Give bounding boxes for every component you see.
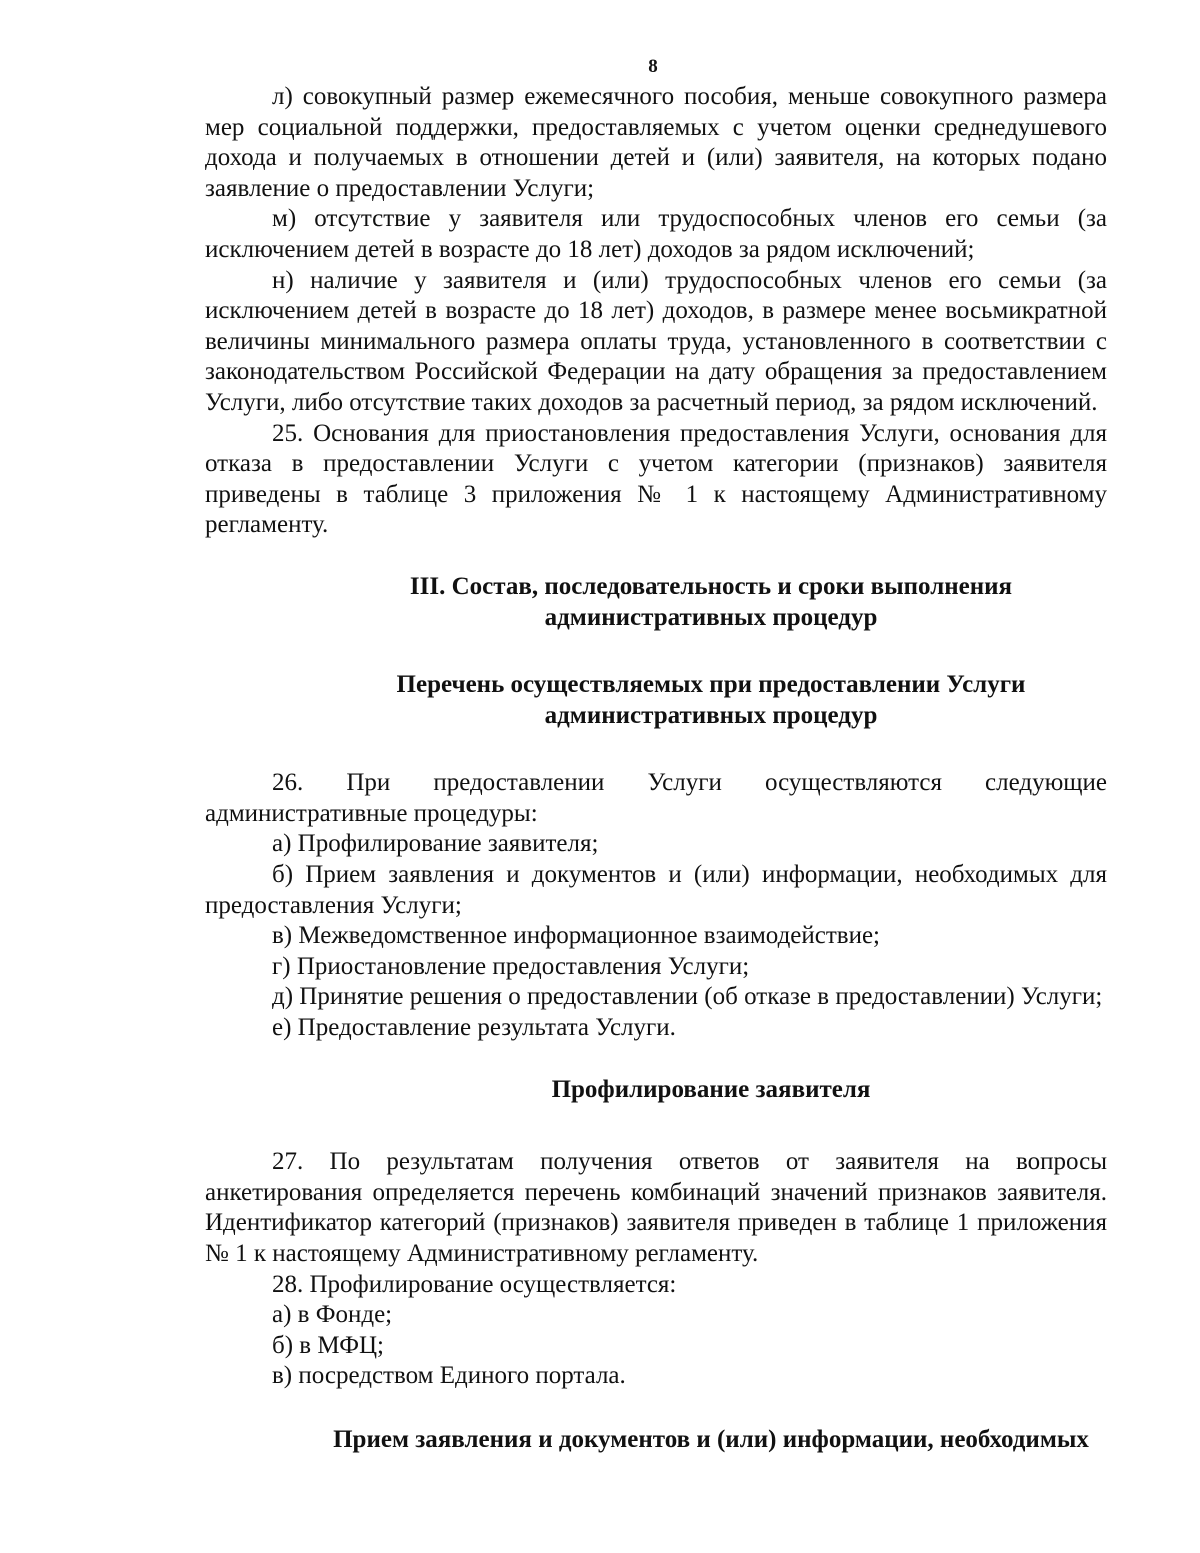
paragraph-27: 27. По результатам получения ответов от заявителя на вопросы анкетирования определяется перечень комбинаций значений признаков заявителя. Идентификатор категорий (признаков) заявителя приведен в таблице 1 приложения № 1 к настоящему Административному регламенту. [205,1148,1107,1267]
procedure-item-g: г) Приостановление предоставления Услуги; [272,952,750,980]
paragraph-26: 26. При предоставлении Услуги осуществляются следующие административные процедуры: [205,769,1107,827]
next-section-heading: Прием заявления и документов и (или) информации, необходимых [333,1425,1089,1453]
profiling-heading: Профилирование заявителя [551,1075,871,1103]
paragraph-item-n: н) наличие у заявителя и (или) трудоспособных членов его семьи (за исключением детей в возрасте до 18 лет) доходов, в размере менее восьмикратной величины минимального размера оплаты труда, установленного в соответствии с законодательством Российской Федерации на дату обращения за предоставлением Услуги, либо отсутствие таких доходов за расчетный период, за рядом исключений. [205,266,1107,416]
paragraph-item-m: м) отсутствие у заявителя или трудоспособных членов его семьи (за исключением детей в возрасте до 18 лет) доходов за рядом исключений; [205,205,1107,263]
paragraph-item-l: л) совокупный размер ежемесячного пособия, меньше совокупного размера мер социальной поддержки, предоставляемых с учетом оценки среднедушевого дохода и получаемых в отношении детей и (или) заявителя, на которых подано заявление о предоставлении Услуги; [205,83,1107,202]
procedure-item-v: в) Межведомственное информационное взаимодействие; [272,922,881,950]
profiling-item-a: а) в Фонде; [272,1301,393,1329]
procedure-item-b: б) Прием заявления и документов и (или) информации, необходимых для предоставления Услуги; [205,861,1107,919]
procedure-item-d: д) Принятие решения о предоставлении (об отказе в предоставлении) Услуги; [272,983,1103,1011]
section-3-title: III. Состав, последовательность и сроки выполнения административных процедур [409,572,1013,631]
profiling-item-v: в) посредством Единого портала. [272,1362,626,1390]
procedure-item-e: е) Предоставление результата Услуги. [272,1014,676,1042]
procedures-list-heading: Перечень осуществляемых при предоставлении Услуги административных процедур [396,671,1026,729]
paragraph-28: 28. Профилирование осуществляется: [272,1270,677,1298]
procedure-item-a: а) Профилирование заявителя; [272,830,599,858]
document-body [205,82,1107,1456]
page-number: 8 [648,56,658,77]
paragraph-25: 25. Основания для приостановления предоставления Услуги, основания для отказа в предоставлении Услуги с учетом категории (признаков) заявителя приведены в таблице 3 приложения № 1 к настоящему Административному регламенту. [205,419,1107,539]
profiling-item-b: б) в МФЦ; [272,1331,384,1359]
